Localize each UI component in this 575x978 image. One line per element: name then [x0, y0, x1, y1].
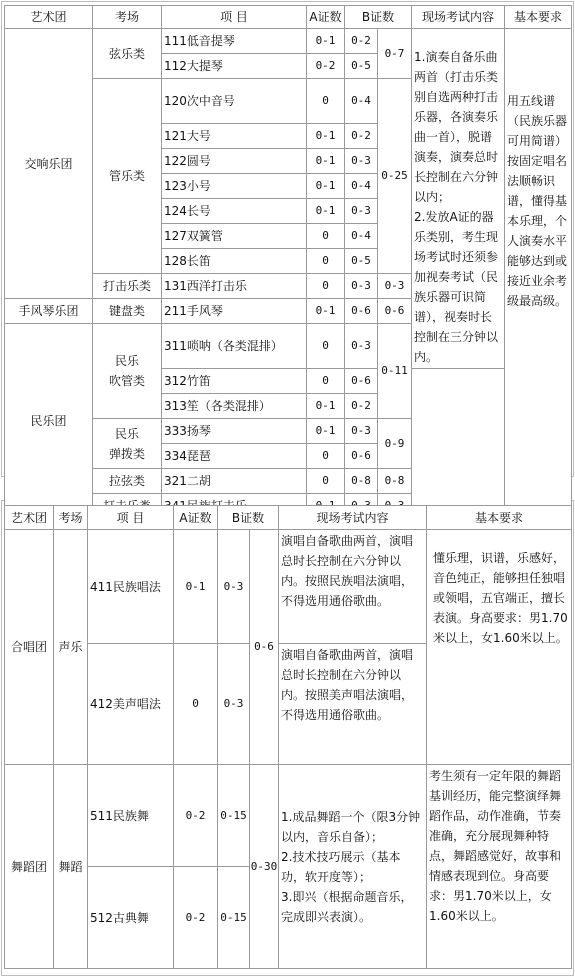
table-row — [5, 530, 572, 644]
table-header-row — [5, 506, 572, 530]
b-count: 0-5 — [345, 54, 378, 79]
b-count: 0-6 — [345, 444, 378, 469]
venue-cell: 舞蹈 — [54, 765, 88, 969]
col-header: 项 目 — [162, 6, 307, 29]
item-cell: 412美声唱法 — [88, 644, 174, 765]
a-count: 0 — [307, 469, 345, 494]
a-count: 0-1 — [307, 124, 345, 149]
item-cell: 127双簧管 — [162, 224, 307, 249]
item-cell: 321二胡 — [162, 469, 307, 494]
item-cell: 334琵琶 — [162, 444, 307, 469]
total-cell: 0-9 — [378, 419, 412, 469]
a-count: 0-2 — [174, 765, 218, 867]
a-count: 0-1 — [307, 29, 345, 54]
b-count: 0-6 — [345, 299, 378, 324]
item-cell: 111低音提琴 — [162, 29, 307, 54]
exam-content: 1.演奏自备乐曲两首（打击乐类别自选两种打击乐器，各演奏乐曲一首），脱谱演奏，演奏总时长控制在六分钟以内； 2.发放A证的器乐类别，考生现场考试时还须参加视奏考试（民族乐器可识简谱），视奏时长控制在三分钟以内。 — [412, 29, 505, 369]
item-cell: 512古典舞 — [88, 867, 174, 969]
item-cell: 124长号 — [162, 199, 307, 224]
b-count: 0-3 — [218, 530, 250, 644]
a-count: 0-1 — [307, 419, 345, 444]
group-cell: 手风琴乐团 — [5, 299, 93, 324]
col-header: A证数 — [307, 6, 345, 29]
table-vocal-dance — [4, 505, 572, 969]
group-cell: 交响乐团 — [5, 29, 93, 299]
b-count: 0-8 — [345, 469, 378, 494]
item-cell: 313笙（各类混排） — [162, 394, 307, 419]
basic-requirement: 考生须有一定年限的舞蹈基训经历，能完整演绎舞蹈作品，动作准确，节奏准确，充分展现舞种特点，舞蹈感觉好，故事和情感表现到位。身高要求：男1.70米以上，女1.60米以上。 — [427, 765, 572, 969]
b-count: 0-3 — [345, 149, 378, 174]
col-header: 艺术团 — [5, 6, 93, 29]
a-count: 0-2 — [307, 54, 345, 79]
exam-content: 演唱自备歌曲两首，演唱总时长控制在六分钟以内。按照民族唱法演唱，不得选用通俗歌曲。 — [279, 530, 427, 644]
exam-content: 演唱自备歌曲两首，演唱总时长控制在六分钟以内。按照美声唱法演唱，不得选用通俗歌曲。 — [279, 644, 427, 765]
item-cell: 128长笛 — [162, 249, 307, 274]
exam-content: 1.成品舞蹈一个（限3分钟以内，音乐自备）； 2.技术技巧展示（基本功，软开度等）； 3.即兴（根据命题音乐，完成即兴表演）。 — [279, 765, 427, 969]
a-count: 0-1 — [307, 299, 345, 324]
a-count: 0-1 — [307, 199, 345, 224]
item-cell: 211手风琴 — [162, 299, 307, 324]
col-header: 考场 — [54, 506, 88, 530]
a-count: 0-1 — [307, 394, 345, 419]
venue-cell: 声乐 — [54, 530, 88, 765]
a-count: 0 — [307, 249, 345, 274]
a-count: 0 — [307, 444, 345, 469]
b-count: 0-3 — [345, 419, 378, 444]
b-count: 0-3 — [345, 324, 378, 369]
b-count: 0-4 — [345, 79, 378, 124]
b-count: 0-2 — [345, 124, 378, 149]
b-count: 0-5 — [345, 249, 378, 274]
b-count: 0-3 — [345, 274, 378, 299]
item-cell: 112大提琴 — [162, 54, 307, 79]
total-cell: 0-6 — [378, 299, 412, 324]
a-count: 0 — [174, 644, 218, 765]
item-cell: 131西洋打击乐 — [162, 274, 307, 299]
col-header: 基本要求 — [427, 506, 572, 530]
col-header: 项 目 — [88, 506, 174, 530]
item-cell: 311唢呐（各类混排） — [162, 324, 307, 369]
table-instrumental — [4, 5, 572, 519]
col-header: A证数 — [174, 506, 218, 530]
venue-cell: 键盘类 — [93, 299, 162, 324]
total-cell: 0-7 — [378, 29, 412, 79]
b-count: 0-15 — [218, 765, 250, 867]
total-cell: 0-11 — [378, 324, 412, 419]
venue-cell: 拉弦类 — [93, 469, 162, 494]
col-header: 现场考试内容 — [412, 6, 505, 29]
b-count: 0-3 — [345, 199, 378, 224]
a-count: 0-1 — [174, 530, 218, 644]
group-cell: 民乐团 — [5, 324, 93, 519]
total-cell: 0-25 — [378, 79, 412, 274]
item-cell: 121大号 — [162, 124, 307, 149]
venue-cell: 打击乐类 — [93, 274, 162, 299]
basic-requirement: 懂乐理，识谱，乐感好，音色纯正，能够担任独唱或领唱，五官端正，擅长表演。身高要求：男1.70米以上，女1.60米以上。 — [427, 530, 572, 765]
table-row — [5, 765, 572, 867]
venue-cell: 弦乐类 — [93, 29, 162, 79]
col-header: 现场考试内容 — [279, 506, 427, 530]
venue-cell: 民乐 弹拨类 — [93, 419, 162, 469]
table-row — [5, 29, 572, 54]
col-header: B证数 — [345, 6, 412, 29]
a-count: 0-2 — [174, 867, 218, 969]
total-cell: 0-8 — [378, 469, 412, 494]
a-count: 0 — [307, 274, 345, 299]
item-cell: 312竹笛 — [162, 369, 307, 394]
item-cell: 122圆号 — [162, 149, 307, 174]
b-count: 0-4 — [345, 224, 378, 249]
a-count: 0-1 — [307, 149, 345, 174]
total-cell: 0-3 — [378, 274, 412, 299]
col-header: 考场 — [93, 6, 162, 29]
total-cell: 0-30 — [250, 765, 279, 969]
basic-requirement: 用五线谱（民族乐器可用简谱）按固定唱名法顺畅识谱，懂得基本乐理，个人演奏水平能够达到或接近业余考级最高级。 — [505, 29, 572, 519]
col-header: 基本要求 — [505, 6, 572, 29]
item-cell: 333扬琴 — [162, 419, 307, 444]
a-count: 0 — [307, 79, 345, 124]
a-count: 0 — [307, 369, 345, 394]
b-count: 0-2 — [345, 394, 378, 419]
col-header: 艺术团 — [5, 506, 54, 530]
b-count: 0-4 — [345, 174, 378, 199]
item-cell: 411民族唱法 — [88, 530, 174, 644]
venue-cell: 管乐类 — [93, 79, 162, 274]
venue-cell: 民乐 吹管类 — [93, 324, 162, 419]
b-count: 0-15 — [218, 867, 250, 969]
a-count: 0 — [307, 324, 345, 369]
a-count: 0-1 — [307, 174, 345, 199]
b-count: 0-3 — [218, 644, 250, 765]
item-cell: 511民族舞 — [88, 765, 174, 867]
item-cell: 120次中音号 — [162, 79, 307, 124]
a-count: 0 — [307, 224, 345, 249]
group-cell: 合唱团 — [5, 530, 54, 765]
group-cell: 舞蹈团 — [5, 765, 54, 969]
item-cell: 123小号 — [162, 174, 307, 199]
table-header-row — [5, 6, 572, 29]
b-count: 0-2 — [345, 29, 378, 54]
b-count: 0-6 — [345, 369, 378, 394]
col-header: B证数 — [218, 506, 279, 530]
exam-content-continued — [412, 369, 505, 519]
total-cell: 0-6 — [250, 530, 279, 765]
